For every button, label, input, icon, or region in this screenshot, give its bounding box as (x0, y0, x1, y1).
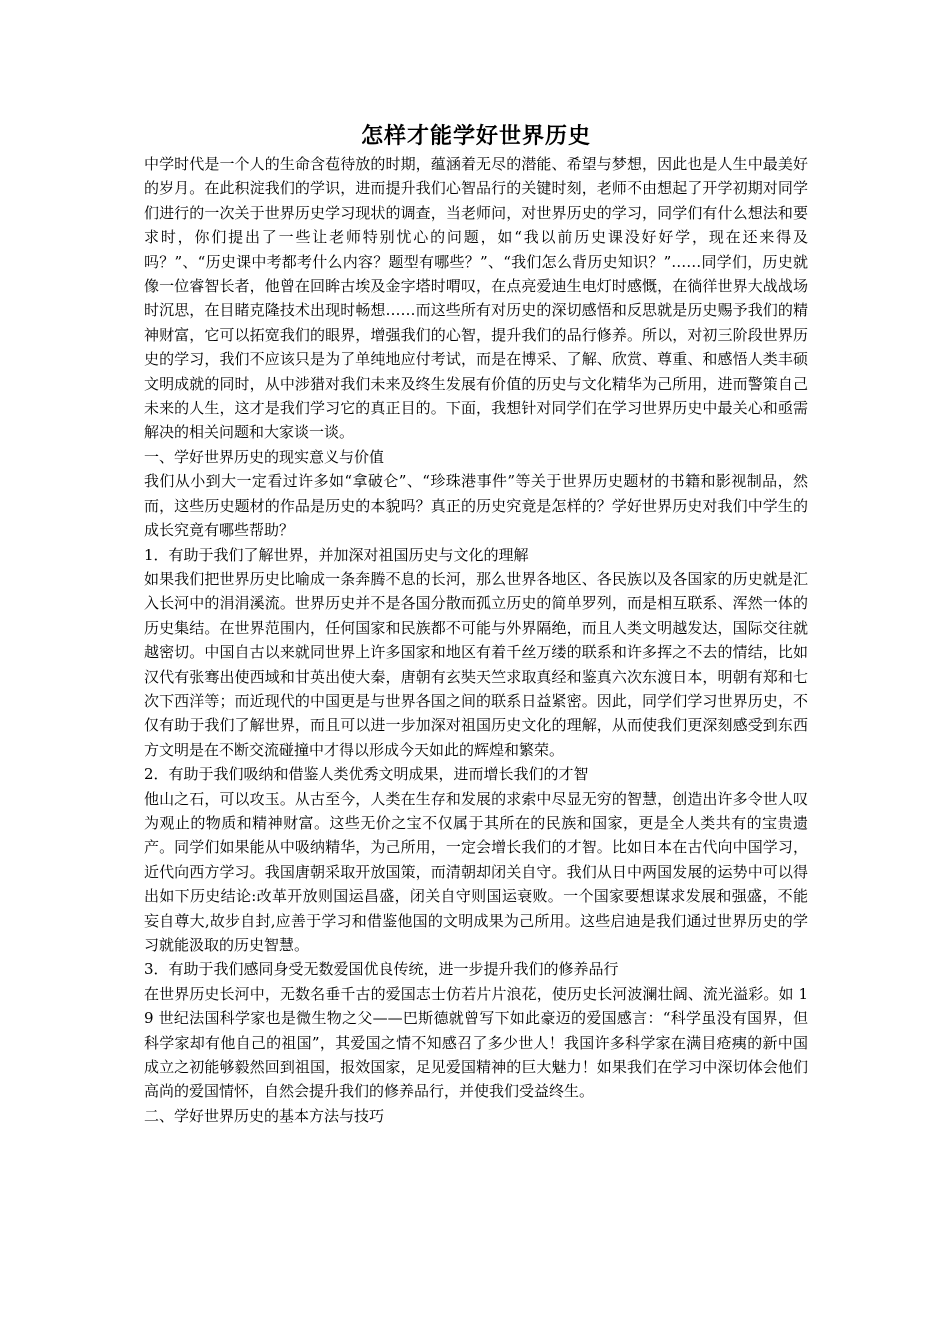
section-heading-1: 一、学好世界历史的现实意义与价值 (144, 447, 385, 466)
paragraph-subsection-2: 他山之石，可以攻玉。从古至今，人类在生存和发展的求索中尽显无穷的智慧，创造出许多令世人叹为观止的物质和精神财富。这些无价之宝不仅属于其所在的民族和国家，更是全人类共有的宝贵遗产。同学们如果能从中吸纳精华，为己所用，一定会增长我们的才智。比如日本在古代向中国学习，近代向西方学习。我国唐朝采取开放国策，而清朝却闭关自守。我们从日中两国发展的运势中可以得出如下历史结论:改革开放则国运昌盛，闭关自守则国运衰败。一个国家要想谋求发展和强盛，不能妄自尊大,故步自封,应善于学习和借鉴他国的文明成果为己所用。这些启迪是我们通过世界历史的学习就能汲取的历史智慧。 (144, 789, 808, 954)
paragraph-subsection-3: 在世界历史长河中，无数名垂千古的爱国志士仿若片片浪花，使历史长河波澜壮阔、流光溢彩。如 19 世纪法国科学家也是微生物之父——巴斯德就曾写下如此豪迈的爱国感言：“科学虽没有国界，但科学家却有他自己的祖国”，其爱国之情不知感召了多少世人！我国许多科学家在满目疮痍的新中国成立之初能够毅然回到祖国，报效国家，足见爱国精神的巨大魅力！如果我们在学习中深切体会他们高尚的爱国情怀，自然会提升我们的修养品行，并使我们受益终生。 (144, 984, 808, 1101)
paragraph-section-1-intro: 我们从小到大一定看过许多如“拿破仑”、“珍珠港事件”等关于世界历史题材的书籍和影视制品，然而，这些历史题材的作品是历史的本貌吗？真正的历史究竟是怎样的？学好世界历史对我们中学生的成长究竟有哪些帮助？ (144, 472, 808, 540)
subheading-1: 1．有助于我们了解世界，并加深对祖国历史与文化的理解 (144, 545, 529, 564)
subheading-3: 3．有助于我们感同身受无数爱国优良传统，进一步提升我们的修养品行 (144, 960, 619, 979)
paragraph-subsection-1: 如果我们把世界历史比喻成一条奔腾不息的长河，那么世界各地区、各民族以及各国家的历史就是汇入长河中的涓涓溪流。世界历史并不是各国分散而孤立历史的简单罗列，而是相互联系、浑然一体的历史集结。在世界范围内，任何国家和民族都不可能与外界隔绝，而且人类文明越发达，国际交往就越密切。中国自古以来就同世界上许多国家和地区有着千丝万缕的联系和许多挥之不去的情结，比如汉代有张骞出使西域和甘英出使大秦，唐朝有玄奘天竺求取真经和鉴真六次东渡日本，明朝有郑和七次下西洋等；而近现代的中国更是与世界各国之间的联系日益紧密。因此，同学们学习世界历史，不仅有助于我们了解世界，而且可以进一步加深对祖国历史文化的理解，从而使我们更深刻感受到东西方文明是在不断交流碰撞中才得以形成今天如此的辉煌和繁荣。 (144, 569, 808, 759)
subheading-2: 2．有助于我们吸纳和借鉴人类优秀文明成果，进而增长我们的才智 (144, 765, 589, 784)
document-page (144, 120, 808, 1128)
section-heading-2: 二、学好世界历史的基本方法与技巧 (144, 1106, 385, 1125)
paragraph-intro: 中学时代是一个人的生命含苞待放的时期，蕴涵着无尽的潜能、希望与梦想，因此也是人生中最美好的岁月。在此积淀我们的学识，进而提升我们心智品行的关键时刻，老师不由想起了开学初期对同学们进行的一次关于世界历史学习现状的调查，当老师问，对世界历史的学习，同学们有什么想法和要求时，你们提出了一些让老师特别忧心的问题，如“我以前历史课没好好学，现在还来得及吗？”、“历史课中考都考什么内容？题型有哪些？”、“我们怎么背历史知识？”……同学们，历史就像一位睿智长者，他曾在回眸古埃及金字塔时喟叹，在点亮爱迪生电灯时感慨，在徜徉世界大战战场时沉思，在目睹克隆技术出现时畅想……而这些所有对历史的深切感悟和反思就是历史赐予我们的精神财富，它可以拓宽我们的眼界，增强我们的心智，提升我们的品行修养。所以，对初三阶段世界历史的学习，我们不应该只是为了单纯地应付考试，而是在博采、了解、欣赏、尊重、和感悟人类丰硕文明成就的同时，从中涉猎对我们未来及终生发展有价值的历史与文化精华为己所用，进而警策自己未来的人生，这才是我们学习它的真正目的。下面，我想针对同学们在学习世界历史中最关心和亟需解决的相关问题和大家谈一谈。 (144, 155, 808, 442)
document-title: 怎样才能学好世界历史 (360, 123, 591, 149)
